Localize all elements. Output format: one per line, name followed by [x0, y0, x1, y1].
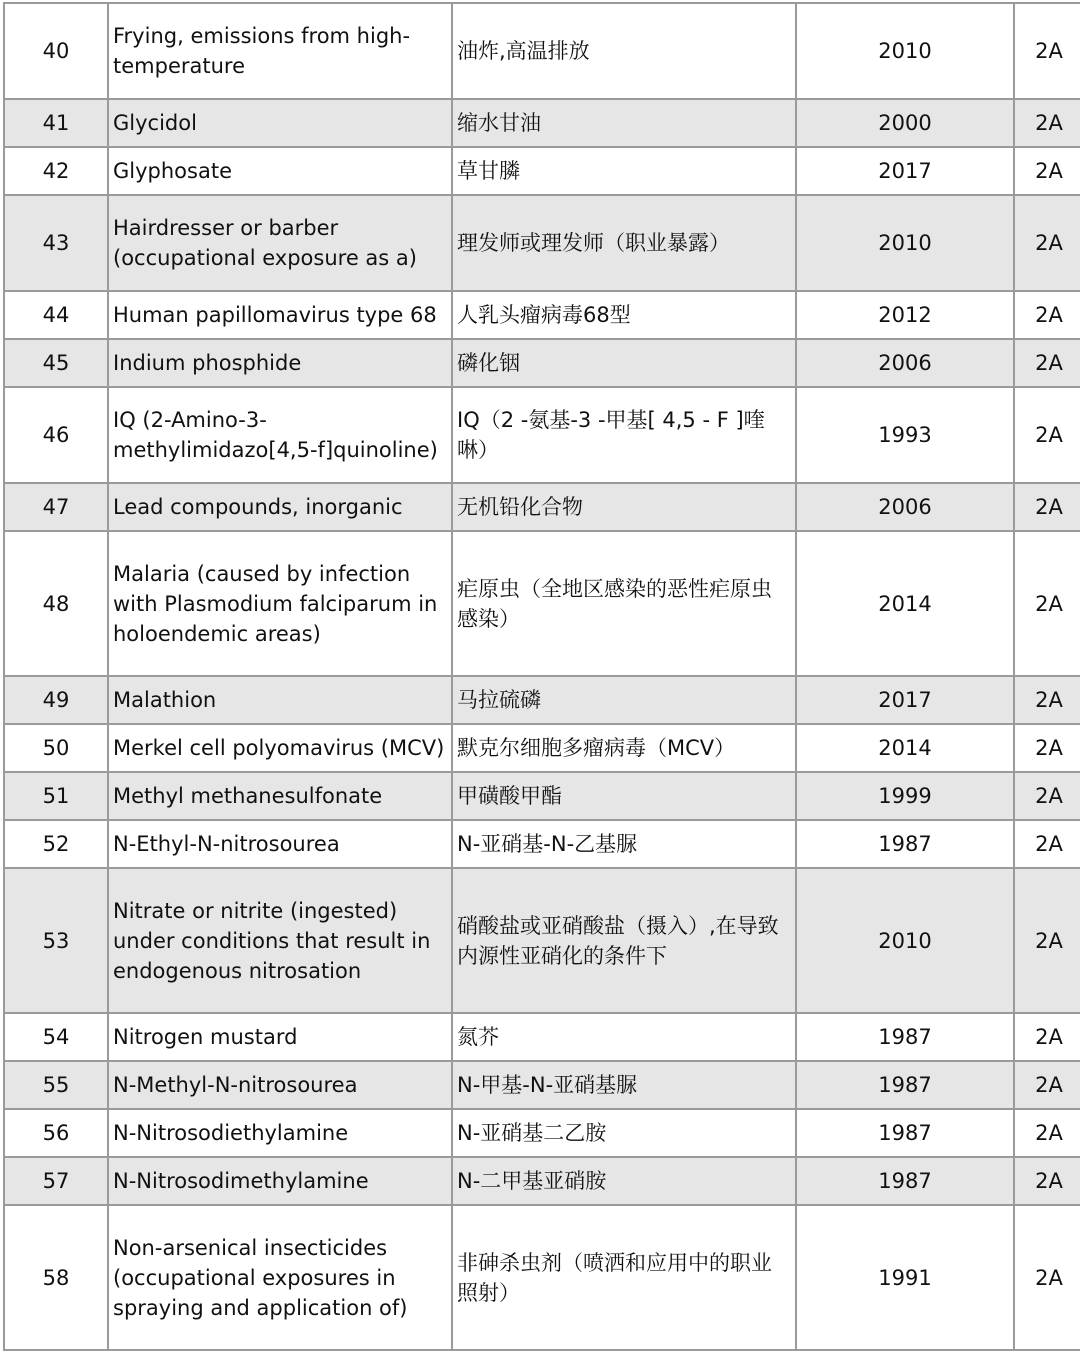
cell-year: 1987 — [796, 1013, 1014, 1061]
cell-number: 55 — [4, 1061, 108, 1109]
cell-year: 1999 — [796, 772, 1014, 820]
cell-agent-chinese: 默克尔细胞多瘤病毒（MCV） — [452, 724, 796, 772]
cell-year: 2017 — [796, 147, 1014, 195]
cell-number: 47 — [4, 483, 108, 531]
cell-agent-english: N-Nitrosodimethylamine — [108, 1157, 452, 1205]
cell-agent-english: Hairdresser or barber (occupational exposure as a) — [108, 195, 452, 291]
table-row — [4, 1013, 1080, 1061]
cell-agent-english: Human papillomavirus type 68 — [108, 291, 452, 339]
cell-agent-chinese: N-亚硝基-N-乙基脲 — [452, 820, 796, 868]
cell-agent-english: Frying, emissions from high-temperature — [108, 3, 452, 99]
cell-group: 2A — [1014, 1061, 1080, 1109]
cell-group: 2A — [1014, 820, 1080, 868]
cell-year: 1991 — [796, 1205, 1014, 1350]
cell-agent-chinese: IQ（2 -氨基-3 -甲基[ 4,5 - F ]喹啉） — [452, 387, 796, 483]
cell-year: 1987 — [796, 1157, 1014, 1205]
table-row — [4, 3, 1080, 99]
cell-agent-chinese: 缩水甘油 — [452, 99, 796, 147]
cell-year: 2006 — [796, 339, 1014, 387]
cell-group: 2A — [1014, 147, 1080, 195]
cell-agent-chinese: 疟原虫（全地区感染的恶性疟原虫感染） — [452, 531, 796, 676]
cell-number: 42 — [4, 147, 108, 195]
cell-year: 2010 — [796, 3, 1014, 99]
table-row — [4, 724, 1080, 772]
cell-agent-english: Methyl methanesulfonate — [108, 772, 452, 820]
table-row — [4, 387, 1080, 483]
table-row — [4, 868, 1080, 1013]
cell-number: 53 — [4, 868, 108, 1013]
cell-group: 2A — [1014, 483, 1080, 531]
cell-year: 2006 — [796, 483, 1014, 531]
cell-agent-english: Nitrogen mustard — [108, 1013, 452, 1061]
cell-year: 2000 — [796, 99, 1014, 147]
cell-number: 50 — [4, 724, 108, 772]
cell-number: 51 — [4, 772, 108, 820]
table-row — [4, 531, 1080, 676]
cell-number: 44 — [4, 291, 108, 339]
cell-year: 1987 — [796, 820, 1014, 868]
cell-agent-english: Non-arsenical insecticides (occupational exposures in spraying and application of) — [108, 1205, 452, 1350]
table-row — [4, 99, 1080, 147]
table-row — [4, 820, 1080, 868]
table-row — [4, 339, 1080, 387]
cell-year: 1993 — [796, 387, 1014, 483]
cell-agent-chinese: 草甘膦 — [452, 147, 796, 195]
cell-agent-chinese: 磷化铟 — [452, 339, 796, 387]
cell-group: 2A — [1014, 291, 1080, 339]
cell-number: 54 — [4, 1013, 108, 1061]
cell-agent-english: IQ (2-Amino-3-methylimidazo[4,5-f]quinoline) — [108, 387, 452, 483]
cell-agent-english: Nitrate or nitrite (ingested) under conditions that result in endogenous nitrosation — [108, 868, 452, 1013]
table-row — [4, 147, 1080, 195]
cell-number: 49 — [4, 676, 108, 724]
cell-agent-chinese: 氮芥 — [452, 1013, 796, 1061]
cell-group: 2A — [1014, 1205, 1080, 1350]
cell-year: 2017 — [796, 676, 1014, 724]
cell-year: 1987 — [796, 1109, 1014, 1157]
cell-agent-chinese: 人乳头瘤病毒68型 — [452, 291, 796, 339]
cell-agent-english: N-Methyl-N-nitrosourea — [108, 1061, 452, 1109]
cell-agent-chinese: 非砷杀虫剂（喷洒和应用中的职业照射） — [452, 1205, 796, 1350]
cell-agent-english: Glycidol — [108, 99, 452, 147]
carcinogen-table — [3, 2, 1080, 1351]
cell-group: 2A — [1014, 3, 1080, 99]
cell-agent-chinese: 硝酸盐或亚硝酸盐（摄入）,在导致内源性亚硝化的条件下 — [452, 868, 796, 1013]
cell-group: 2A — [1014, 339, 1080, 387]
cell-agent-english: N-Ethyl-N-nitrosourea — [108, 820, 452, 868]
cell-year: 2010 — [796, 868, 1014, 1013]
cell-group: 2A — [1014, 772, 1080, 820]
cell-number: 52 — [4, 820, 108, 868]
cell-group: 2A — [1014, 531, 1080, 676]
cell-year: 1987 — [796, 1061, 1014, 1109]
cell-year: 2010 — [796, 195, 1014, 291]
cell-agent-chinese: N-甲基-N-亚硝基脲 — [452, 1061, 796, 1109]
cell-agent-english: N-Nitrosodiethylamine — [108, 1109, 452, 1157]
cell-group: 2A — [1014, 724, 1080, 772]
table-row — [4, 195, 1080, 291]
table-row — [4, 1157, 1080, 1205]
table-row — [4, 772, 1080, 820]
table-row — [4, 291, 1080, 339]
cell-number: 41 — [4, 99, 108, 147]
cell-agent-chinese: 油炸,高温排放 — [452, 3, 796, 99]
cell-agent-chinese: N-二甲基亚硝胺 — [452, 1157, 796, 1205]
cell-agent-chinese: 无机铅化合物 — [452, 483, 796, 531]
cell-group: 2A — [1014, 868, 1080, 1013]
cell-number: 57 — [4, 1157, 108, 1205]
cell-agent-english: Malaria (caused by infection with Plasmodium falciparum in holoendemic areas) — [108, 531, 452, 676]
cell-group: 2A — [1014, 676, 1080, 724]
table-row — [4, 676, 1080, 724]
cell-year: 2014 — [796, 531, 1014, 676]
cell-agent-chinese: 理发师或理发师（职业暴露） — [452, 195, 796, 291]
cell-number: 46 — [4, 387, 108, 483]
cell-year: 2014 — [796, 724, 1014, 772]
cell-agent-english: Lead compounds, inorganic — [108, 483, 452, 531]
cell-number: 58 — [4, 1205, 108, 1350]
cell-group: 2A — [1014, 1109, 1080, 1157]
cell-number: 40 — [4, 3, 108, 99]
cell-group: 2A — [1014, 1013, 1080, 1061]
cell-group: 2A — [1014, 1157, 1080, 1205]
cell-agent-english: Merkel cell polyomavirus (MCV) — [108, 724, 452, 772]
cell-agent-english: Indium phosphide — [108, 339, 452, 387]
table-row — [4, 1109, 1080, 1157]
cell-group: 2A — [1014, 99, 1080, 147]
table-row — [4, 483, 1080, 531]
cell-agent-english: Malathion — [108, 676, 452, 724]
cell-agent-chinese: 甲磺酸甲酯 — [452, 772, 796, 820]
table-row — [4, 1061, 1080, 1109]
table-row — [4, 1205, 1080, 1350]
cell-year: 2012 — [796, 291, 1014, 339]
cell-number: 45 — [4, 339, 108, 387]
cell-number: 56 — [4, 1109, 108, 1157]
cell-number: 43 — [4, 195, 108, 291]
cell-agent-chinese: N-亚硝基二乙胺 — [452, 1109, 796, 1157]
cell-group: 2A — [1014, 387, 1080, 483]
cell-agent-english: Glyphosate — [108, 147, 452, 195]
cell-number: 48 — [4, 531, 108, 676]
cell-group: 2A — [1014, 195, 1080, 291]
cell-agent-chinese: 马拉硫磷 — [452, 676, 796, 724]
